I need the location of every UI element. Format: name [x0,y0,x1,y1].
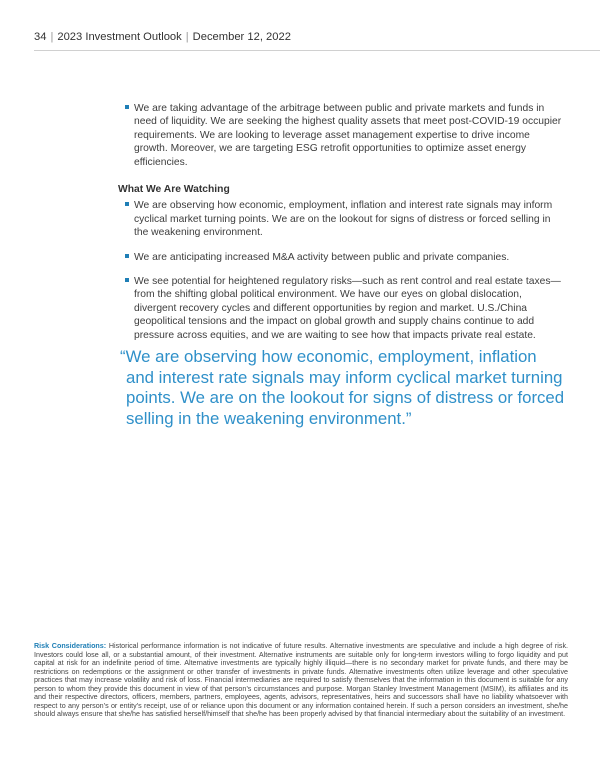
risk-text: Historical performance information is not indicative of future results. Alternative investments are speculative and include a high degree of risk. Investors could lose all, or a substantial amount, of their investment. Alternative instruments are suitable only for long-term investors willing to forgo liquidity and put capital at risk for an indefinite period of time. Alternative investments are typically highly illiquid—there is no secondary market for private funds, and there may be restrictions on redemptions or the assignment or other transfer of investments in private funds. Alternative investments often utilize leverage and other speculative practices that may increase volatility and risk of loss. Financial intermediaries are required to satisfy themselves that the information in this document is suitable for any person to whom they provide this document in view of that person’s circumstances and purpose. Morgan Stanley Investment Management (MSIM), its affiliates and its and their respective directors, officers, members, partners, employees, agents, advisors, representatives, heirs and successors shall have no liability whatsoever with respect to any person’s or entity’s receipt, use of or reliance upon this document or any information contained herein. If such a person considers an investment, she/he should always ensure that she/he has satisfied herself/himself that she/he has been properly advised by that financial intermediary about the suitability of an investment. [34,642,569,719]
header-separator: | [50,31,54,43]
list-item [118,199,563,239]
bullet-text: We are taking advantage of the arbitrage between public and private markets and funds in need of liquidity. We are seeking the highest quality assets that meet post-COVID-19 occupier requirements. We are looking to leverage asset management expertise to drive income growth. Moreover, we are targeting ESG retrofit opportunities to optimize asset energy efficiencies. [134,103,562,168]
intro-bullet-list [118,102,563,169]
header-separator: | [185,31,189,43]
header-divider [34,50,600,51]
pull-quote: “We are observing how economic, employment, inflation and interest rate signals may inform cyclical market turning points. We are on the lookout for signs of distress or forced selling in the weakening environment.” [120,347,565,428]
section-heading: What We Are Watching [118,184,230,196]
bullet-text: We are observing how economic, employment, inflation and interest rate signals may inform cyclical market turning points. We are on the lookout for signs of distress or forced selling in the weakening environment. [134,200,553,239]
list-item [118,251,563,264]
bullet-icon [125,202,129,206]
bullet-icon [125,105,129,109]
publication-date: December 12, 2022 [192,31,291,43]
publication-title: 2023 Investment Outlook [57,31,182,43]
bullet-text: We see potential for heightened regulatory risks—such as rent control and real estate taxes—from the shifting global political environment. We have our eyes on global dislocation, divergent recovery cycles and different opportunities by region and market. U.S./China geopolitical tensions and the impact on global growth and supply chains continue to add pressure across equities, and we are waiting to see how that impacts private real estate. [134,276,561,341]
page-number: 34 [34,31,47,43]
watching-bullet-list [118,199,563,342]
list-item [118,102,563,169]
risk-considerations [34,642,568,719]
main-content [118,102,563,342]
risk-label: Risk Considerations: [34,642,107,650]
bullet-icon [125,278,129,282]
running-header [34,31,600,43]
bullet-text: We are anticipating increased M&A activity between public and private companies. [134,251,510,263]
bullet-icon [125,254,129,258]
list-item [118,275,563,342]
